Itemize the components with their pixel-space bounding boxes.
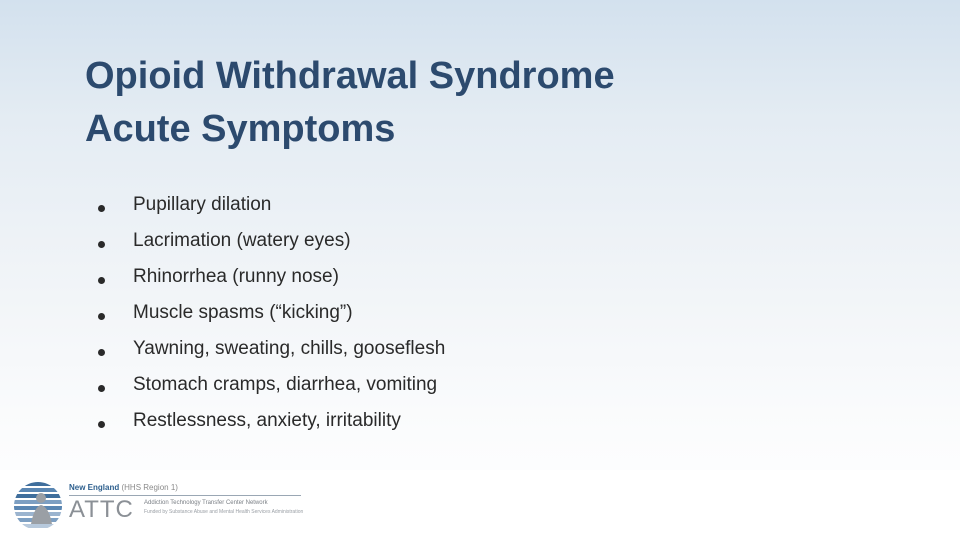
attc-logo: [12, 480, 312, 532]
logo-funded-by: Funded by Substance Abuse and Mental Health Services Administration: [144, 509, 304, 515]
bullet-icon: [98, 313, 105, 320]
list-item-text: Yawning, sweating, chills, gooseflesh: [133, 338, 446, 359]
bullet-icon: [98, 205, 105, 212]
logo-region: New England: [69, 483, 120, 492]
bullet-icon: [98, 385, 105, 392]
list-item-text: Stomach cramps, diarrhea, vomiting: [133, 374, 438, 395]
list-item-text: Pupillary dilation: [133, 194, 272, 215]
bullet-icon: [98, 241, 105, 248]
bullet-icon: [98, 349, 105, 356]
list-item: [98, 259, 445, 295]
symptom-list: [98, 187, 445, 439]
logo-network: Addiction Technology Transfer Center Network: [144, 500, 268, 506]
bullet-icon: [98, 421, 105, 428]
list-item-text: Rhinorrhea (runny nose): [133, 266, 339, 287]
list-item-text: Lacrimation (watery eyes): [133, 230, 351, 251]
list-item: [98, 367, 445, 403]
list-item: [98, 187, 445, 223]
globe-logo-icon: [12, 480, 64, 532]
bullet-icon: [98, 277, 105, 284]
logo-hhs-region: (HHS Region 1): [121, 483, 178, 492]
list-item: [98, 223, 445, 259]
list-item: [98, 331, 445, 367]
slide-title-line-1: Opioid Withdrawal Syndrome: [85, 55, 615, 97]
logo-region-line: [69, 483, 178, 492]
slide-title-line-2: Acute Symptoms: [85, 108, 396, 150]
slide-title: [85, 50, 615, 156]
logo-name: ATTC: [69, 496, 134, 523]
list-item-text: Restlessness, anxiety, irritability: [133, 410, 401, 431]
list-item: [98, 295, 445, 331]
list-item-text: Muscle spasms (“kicking”): [133, 302, 353, 323]
list-item: [98, 403, 445, 439]
